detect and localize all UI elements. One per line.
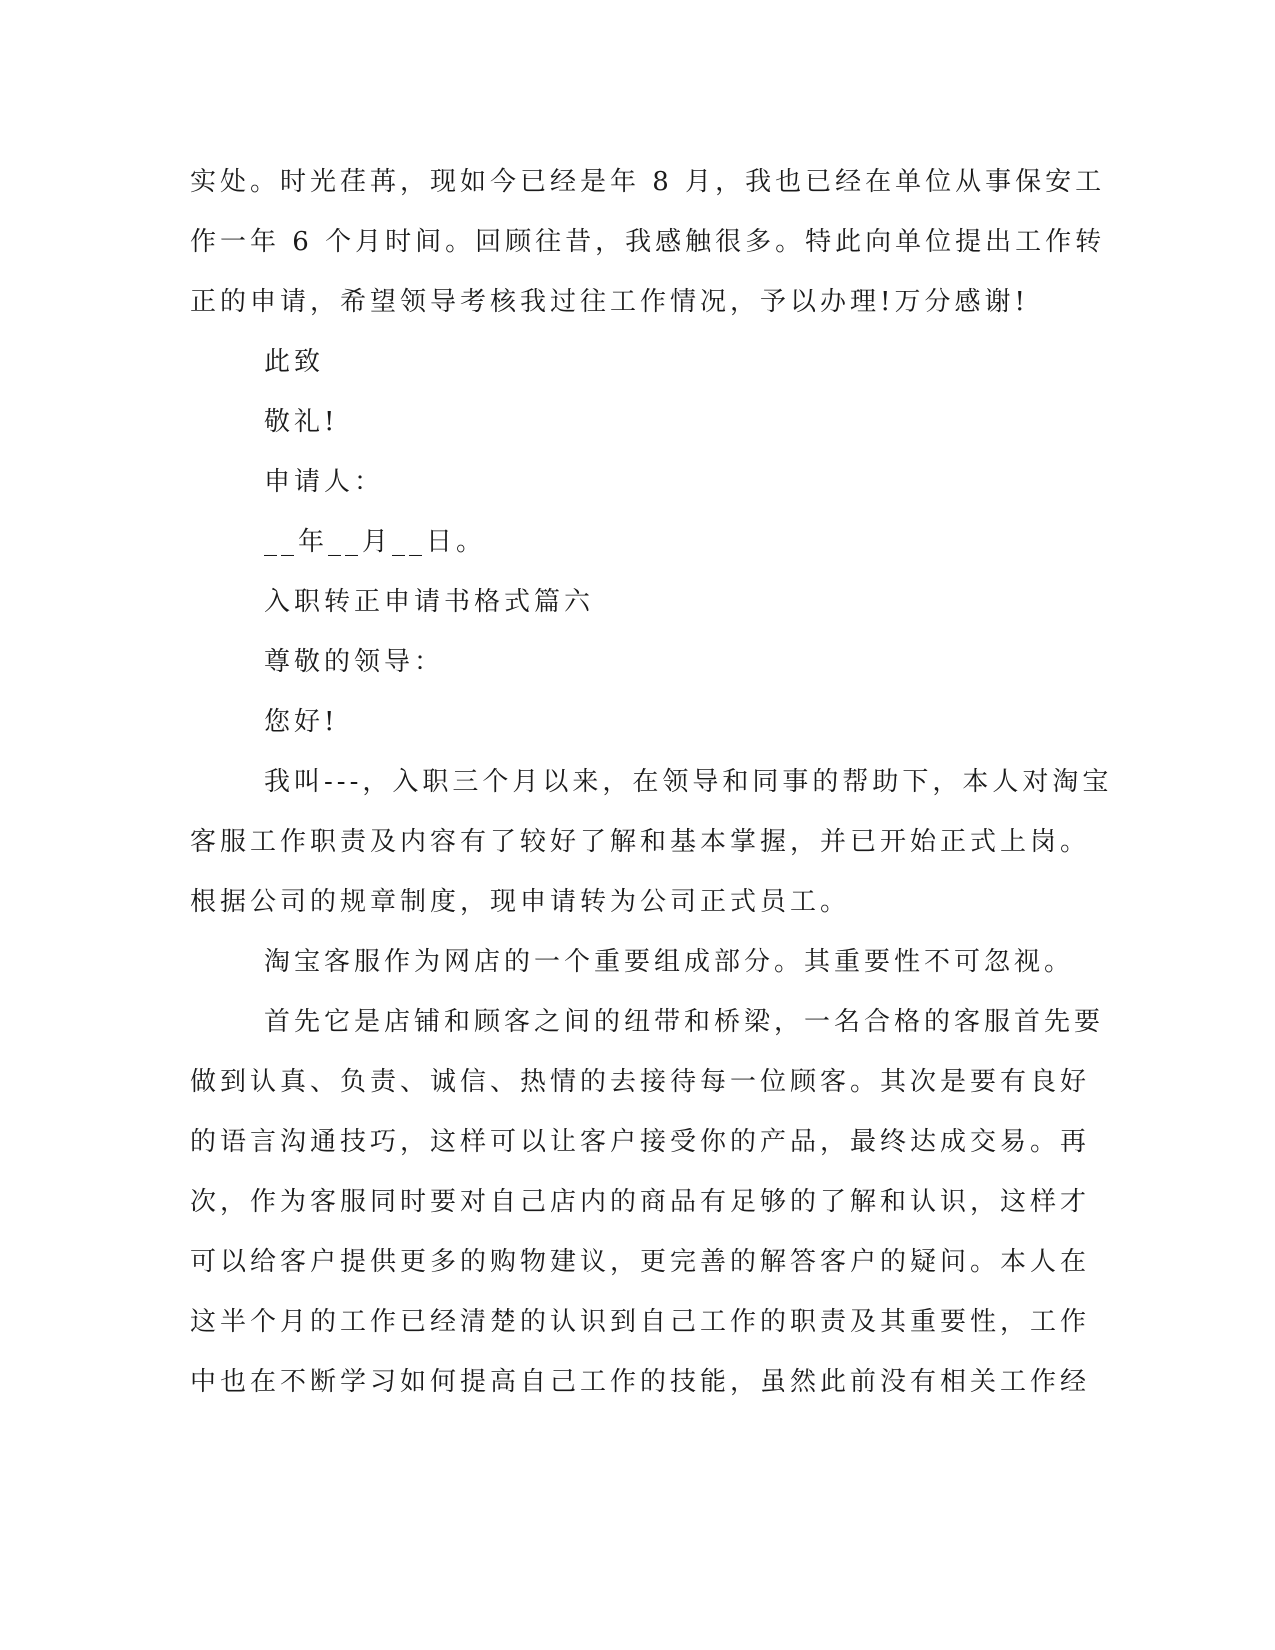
applicant-label: 申请人： <box>264 467 385 497</box>
closing-line: 此致 <box>264 347 325 377</box>
text-line: 做到认真、负责、诚信、热情的去接待每一位顾客。其次是要有良好 <box>190 1067 1091 1097</box>
text-line: 根据公司的规章制度，现申请转为公司正式员工。 <box>190 887 851 917</box>
text-line: 作一年 6 个月时间。回顾往昔，我感触很多。特此向单位提出工作转 <box>190 227 1106 257</box>
text-line: 正的申请，希望领导考核我过往工作情况，予以办理!万分感谢! <box>190 287 1029 317</box>
text-line: 实处。时光荏苒，现如今已经是年 8 月，我也已经在单位从事保安工 <box>190 167 1106 197</box>
greeting: 您好! <box>264 707 339 737</box>
text-line: 客服工作职责及内容有了较好了解和基本掌握，并已开始正式上岗。 <box>190 827 1091 857</box>
text-line: 可以给客户提供更多的购物建议，更完善的解答客户的疑问。本人在 <box>190 1247 1091 1277</box>
text-line: 我叫---，入职三个月以来，在领导和同事的帮助下，本人对淘宝 <box>264 767 1113 797</box>
text-line: 的语言沟通技巧，这样可以让客户接受你的产品，最终达成交易。再 <box>190 1127 1091 1157</box>
salutation: 尊敬的领导： <box>264 647 445 677</box>
text-line: 首先它是店铺和顾客之间的纽带和桥梁，一名合格的客服首先要 <box>264 1007 1105 1037</box>
section-heading: 入职转正申请书格式篇六 <box>264 587 595 617</box>
text-line: 淘宝客服作为网店的一个重要组成部分。其重要性不可忽视。 <box>264 947 1075 977</box>
closing-line: 敬礼! <box>264 407 339 437</box>
date-line: __年__月__日。 <box>264 527 487 557</box>
text-line: 中也在不断学习如何提高自己工作的技能，虽然此前没有相关工作经 <box>190 1367 1091 1397</box>
text-line: 次，作为客服同时要对自己店内的商品有足够的了解和认识，这样才 <box>190 1187 1091 1217</box>
text-line: 这半个月的工作已经清楚的认识到自己工作的职责及其重要性，工作 <box>190 1307 1091 1337</box>
